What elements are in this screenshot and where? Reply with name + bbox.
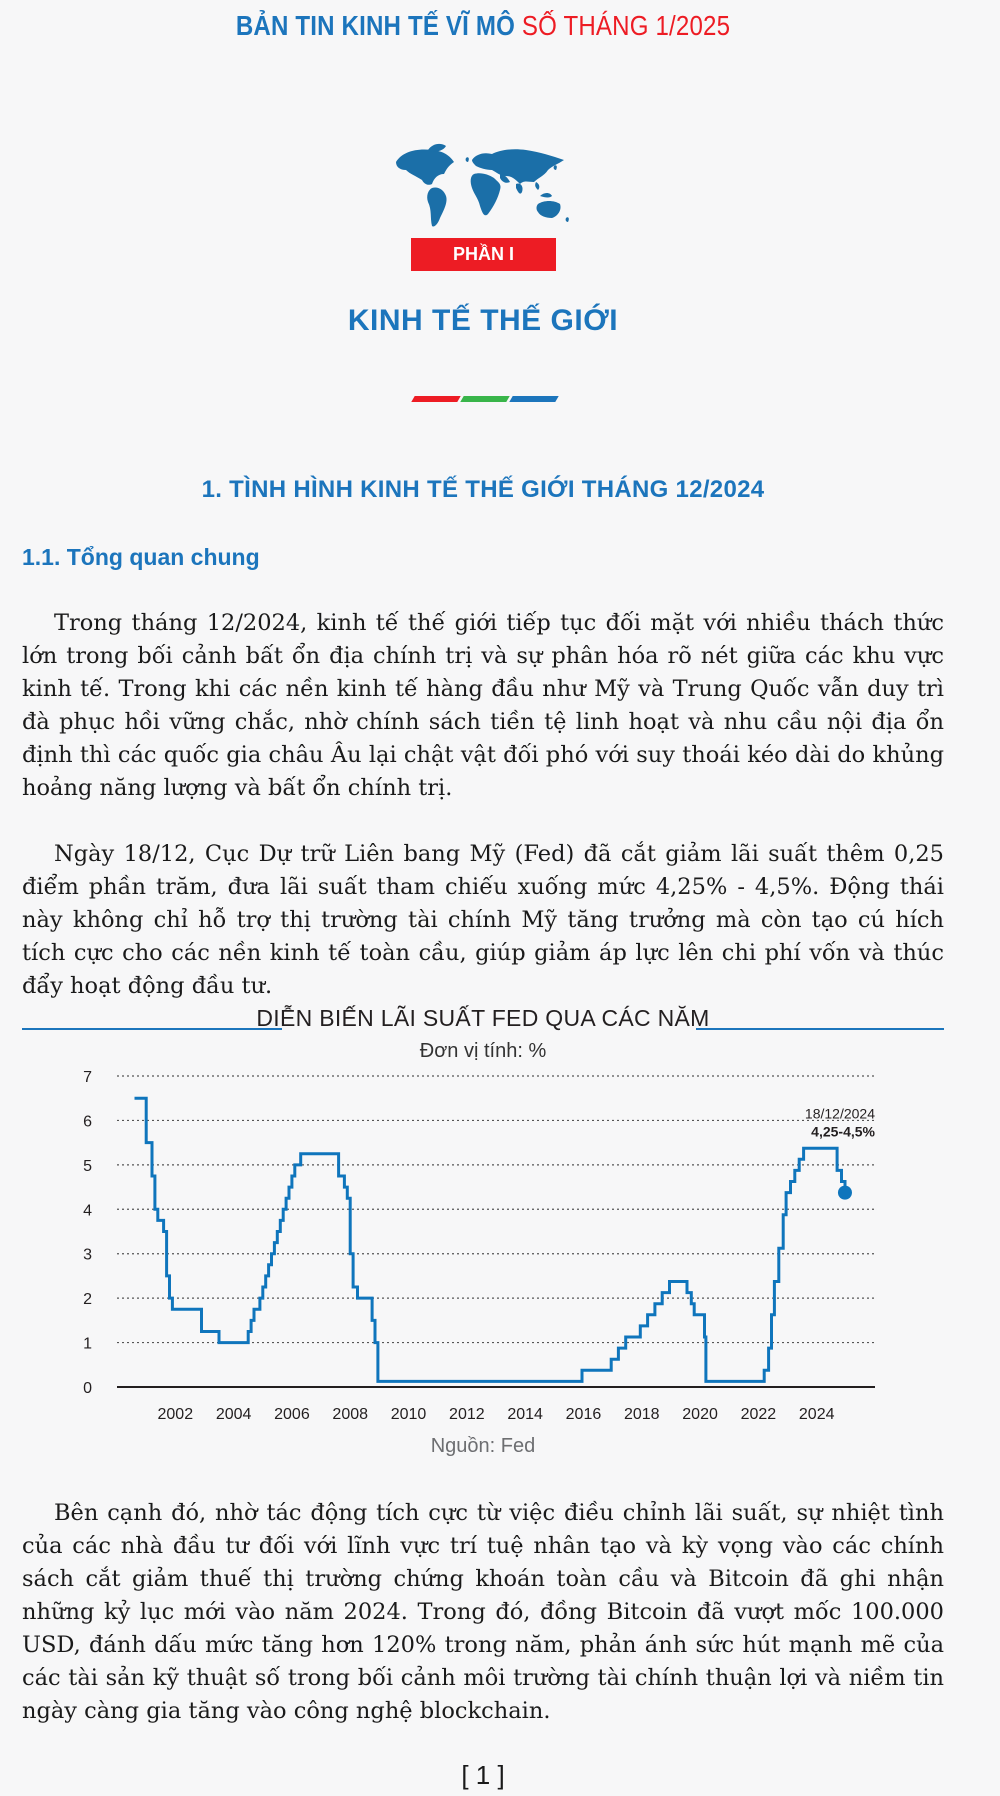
y-tick-label: 7 <box>83 1069 92 1086</box>
issue-label: SỐ THÁNG 1/2025 <box>521 10 731 41</box>
bulletin-title: BẢN TIN KINH TẾ VĨ MÔ <box>235 10 516 41</box>
x-tick-label: 2004 <box>215 1406 252 1420</box>
y-tick-label: 4 <box>83 1202 92 1220</box>
paragraph-3: Bên cạnh đó, nhờ tác động tích cực từ việc điều chỉnh lãi suất, sự nhiệt tình của các nhà đầu tư đối với lĩnh vực trí tuệ nhân tạo và kỳ vọng vào các chính sách cắt giảm thuế thị trường chứng khoán toàn cầu và Bitcoin đã ghi nhận những kỷ lục mới vào năm 2024. Trong đó, đồng Bitcoin đã vượt mốc 100.000 USD, đánh dấu mức tăng hơn 120% trong năm, phản ánh sức hút mạnh mẽ của các tài sản kỹ thuật số trong bối cảnh môi trường tài chính thuận lợi và niềm tin ngày càng gia tăng vào công nghệ blockchain. <box>22 1500 944 1724</box>
x-tick-label: 2022 <box>740 1406 777 1420</box>
heading-1: 1. TÌNH HÌNH KINH TẾ THẾ GIỚI THÁNG 12/2024 <box>201 476 765 503</box>
divider-green <box>460 396 509 402</box>
x-tick-label: 2010 <box>390 1406 427 1420</box>
x-tick-label: 2002 <box>157 1406 194 1420</box>
y-tick-label: 2 <box>83 1291 92 1309</box>
y-tick-label: 1 <box>83 1335 92 1353</box>
x-tick-label: 2020 <box>682 1406 718 1420</box>
divider-blue <box>509 396 558 402</box>
annotation-date: 18/12/2024 <box>804 1105 875 1122</box>
chart-title-bar <box>22 1005 944 1039</box>
fed-rate-chart <box>0 1060 1000 1420</box>
x-tick-label: 2018 <box>623 1406 660 1420</box>
x-tick-label: 2006 <box>274 1406 310 1420</box>
y-tick-label: 5 <box>83 1157 92 1175</box>
tricolor-divider <box>411 396 556 402</box>
y-tick-label: 3 <box>83 1246 92 1264</box>
bulletin-header <box>68 10 899 42</box>
chart-unit: Đơn vị tính: % <box>419 1040 547 1062</box>
annotation-value: 4,25-4,5% <box>811 1123 875 1140</box>
part-badge: PHẦN I <box>411 238 556 271</box>
section-title: KINH TẾ THẾ GIỚI <box>347 304 619 337</box>
page-number: [ 1 ] <box>461 1760 505 1790</box>
chart-source: Nguồn: Fed <box>430 1435 536 1457</box>
end-point-marker <box>838 1186 852 1200</box>
x-tick-label: 2012 <box>449 1406 485 1420</box>
paragraph-1: Trong tháng 12/2024, kinh tế thế giới tiếp tục đối mặt với nhiều thách thức lớn trong bối cảnh bất ổn địa chính trị và sự phân hóa rõ nét giữa các khu vực kinh tế. Trong khi các nền kinh tế hàng đầu như Mỹ và Trung Quốc vẫn duy trì đà phục hồi vững chắc, nhờ chính sách tiền tệ linh hoạt và nhu cầu nội địa ổn định thì các quốc gia châu Âu lại chật vật đối phó với suy thoái kéo dài do khủng hoảng năng lượng và bất ổn chính trị. <box>22 610 944 801</box>
world-map-icon <box>388 140 578 235</box>
y-tick-label: 6 <box>83 1113 92 1131</box>
x-tick-label: 2024 <box>798 1406 835 1420</box>
chart-title: DIỄN BIẾN LÃI SUẤT FED QUA CÁC NĂM <box>256 1005 710 1031</box>
paragraph-2: Ngày 18/12, Cục Dự trữ Liên bang Mỹ (Fed) đã cắt giảm lãi suất thêm 0,25 điểm phần trăm, đưa lãi suất tham chiếu xuống mức 4,25% - 4,5%. Động thái này không chỉ hỗ trợ thị trường tài chính Mỹ tăng trưởng mà còn tạo cú hích tích cực cho các nền kinh tế toàn cầu, giúp giảm áp lực lên chi phí vốn và thúc đẩy hoạt động đầu tư. <box>22 841 944 999</box>
heading-1-1: 1.1. Tổng quan chung <box>22 544 260 570</box>
y-tick-label: 0 <box>83 1380 92 1397</box>
x-tick-label: 2008 <box>332 1406 369 1420</box>
divider-red <box>411 396 460 402</box>
x-tick-label: 2014 <box>507 1406 543 1420</box>
series-line <box>135 1098 846 1381</box>
x-tick-label: 2016 <box>565 1406 602 1420</box>
